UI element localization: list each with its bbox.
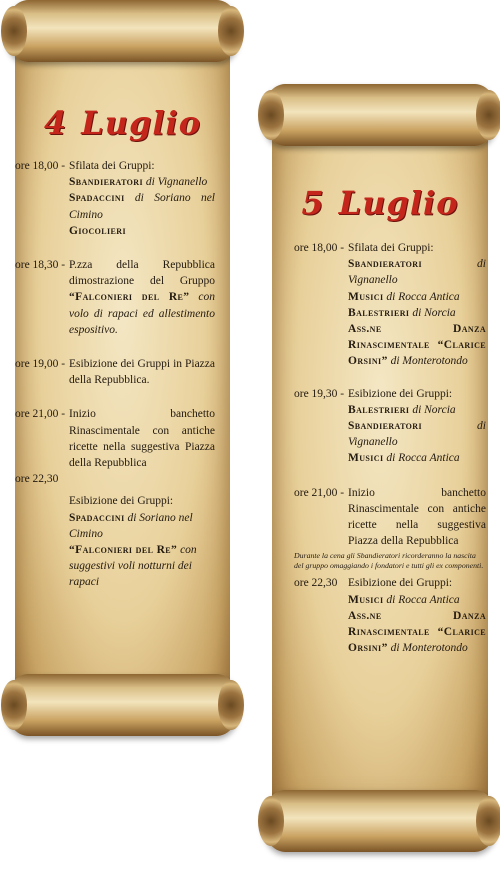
event-text: Esibizione dei Gruppi: [348,387,453,400]
group-name: Sbandieratori [69,176,143,189]
group-location: di Rocca Antica [386,593,460,606]
group-name: Balestrieri [348,306,410,319]
group-location: di Rocca Antica [386,290,460,303]
group-name: Ass.ne Danza Rinascimentale “Clarice Orsini” [348,609,486,655]
event-time: ore 18,00 - [15,160,66,172]
event-time: ore 18,00 - [294,242,345,254]
group-name: Musici [348,593,384,606]
event-time: ore 21,00 - [15,408,66,421]
group-name: Musici [348,452,384,465]
group-location: di Vignanello [348,258,486,287]
group-location: di Norcia [412,403,456,416]
event-text: P.zza della Repubblica dimostrazione del Gruppo [69,259,215,288]
event-text: Esibizione dei Gruppi in Piazza della Repubblica. [69,358,215,387]
scroll-day-4 [5,0,240,758]
day-number: 5 [301,184,325,222]
schedule-entry [15,471,215,590]
scroll-bottom-roll [262,790,498,852]
group-name: Giocolieri [69,224,126,237]
event-text: Esibizione dei Gruppi: [348,577,453,590]
event-text: Esibizione dei Gruppi: [69,495,174,508]
day-title [262,184,498,222]
scroll-top-roll [262,84,498,146]
schedule-entry [15,406,215,471]
group-location: di Soriano nel Cimino [69,192,215,221]
group-location: di Vignanello [145,176,208,189]
group-name: Spadaccini [69,511,125,524]
month-name: Luglio [338,184,459,222]
event-time: ore 21,00 - [294,486,345,499]
group-name: “Falconieri del Re” [69,291,190,304]
group-location: con volo di rapaci ed allestimento espositivo. [69,291,215,336]
group-name: Sbandieratori [348,258,422,271]
event-text: Inizio banchetto Rinascimentale con antiche ricette nella suggestiva Piazza della Repubblica [348,486,486,548]
scroll-top-roll [5,0,240,62]
schedule [15,158,215,591]
event-time: ore 22,30 [294,577,338,590]
schedule-entry [294,386,486,467]
scroll-bottom-roll [5,674,240,736]
group-name: “Falconieri del Re” [69,544,178,557]
event-text: Sfilata dei Gruppi: [348,242,434,254]
schedule-entry [15,257,215,338]
scroll-day-5 [262,84,498,852]
schedule-entry [294,240,486,370]
group-location: di Monterotondo [390,642,468,655]
schedule-entry [15,356,215,388]
event-time: ore 18,30 - [15,259,66,272]
group-name: Sbandieratori [348,420,422,433]
month-name: Luglio [81,104,202,142]
group-location: di Rocca Antica [386,452,460,465]
schedule [294,240,486,656]
group-location: con suggestivi voli notturni dei rapaci [69,544,197,589]
group-name: Spadaccini [69,192,125,205]
schedule-entry [294,485,486,550]
event-text: Inizio banchetto Rinascimentale con antiche ricette nella suggestiva Piazza della Repubblica [69,408,215,470]
event-time: ore 19,30 - [294,387,345,400]
group-name: Ass.ne Danza Rinascimentale “Clarice Orsini” [348,323,486,368]
group-location: di Soriano nel Cimino [69,511,193,540]
schedule-entry [15,158,215,239]
group-location: di Norcia [412,306,456,319]
group-location: di Monterotondo [390,355,468,368]
schedule-entry [294,575,486,656]
group-location: di Vignanello [348,420,486,449]
group-name: Musici [348,290,384,303]
event-text: Sfilata dei Gruppi: [69,160,155,172]
day-number: 4 [43,104,68,142]
day-title [5,104,240,142]
event-time: ore 19,00 - [15,358,66,371]
dinner-note: Durante la cena gli Sbandieratori ricorderanno la nascita del gruppo omaggiando i fondatori e tutti gli ex componenti. [294,551,484,571]
group-name: Balestrieri [348,403,410,416]
event-time: ore 22,30 [15,473,59,486]
